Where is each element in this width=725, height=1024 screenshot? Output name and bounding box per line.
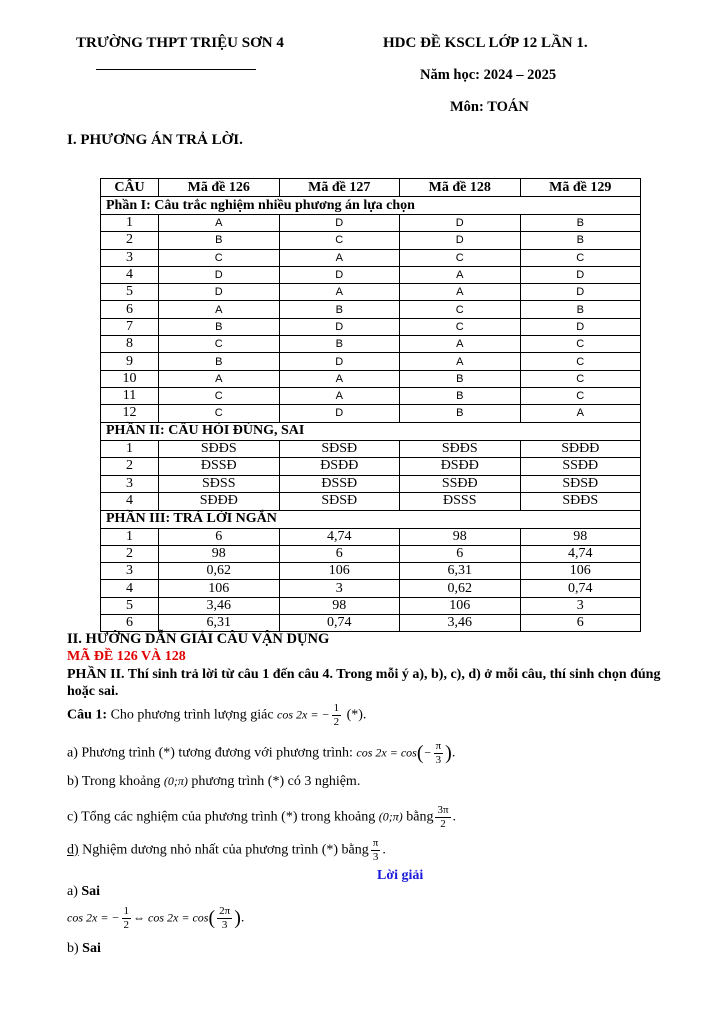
answer-cell: D (159, 284, 280, 301)
answer-cell: A (400, 284, 521, 301)
table-row (101, 597, 641, 614)
fraction: $\frac{\pi}{3}$ (435, 740, 442, 766)
header-ma-de-128: Mã đề 128 (400, 179, 521, 197)
table-row (101, 458, 641, 476)
answer-cell: D (279, 266, 400, 283)
answer-cell: 6 (520, 615, 641, 632)
interval: (0;π) (163, 774, 188, 788)
answer-cell: 106 (279, 563, 400, 580)
question-number-cell: 4 (101, 493, 159, 511)
answer-cell: B (400, 387, 521, 404)
document-title: HDC ĐỀ KSCL LỚP 12 LẦN 1. (383, 35, 588, 51)
answer-cell: A (400, 266, 521, 283)
section-2-heading: II. HƯỚNG DẪN GIẢI CÂU VẬN DỤNG (67, 631, 330, 647)
answer-cell: C (400, 318, 521, 335)
question-number-cell: 1 (101, 440, 159, 458)
answer-cell: A (520, 405, 641, 422)
table-row (101, 440, 641, 458)
verdict: Sai (82, 941, 101, 956)
answer-cell: 4,74 (279, 528, 400, 545)
equation-end: . (240, 910, 245, 926)
fraction: $\frac{2\pi}{3}$ (219, 905, 231, 931)
question-number-cell: 5 (101, 284, 159, 301)
answer-cell: SĐĐS (400, 440, 521, 458)
answer-cell: SĐĐĐ (520, 440, 641, 458)
school-name: TRƯỜNG THPT TRIỆU SƠN 4 (76, 35, 284, 51)
answer-cell: C (520, 387, 641, 404)
question-number-cell: 3 (101, 475, 159, 493)
table-row (101, 266, 641, 283)
question-number-cell: 2 (101, 232, 159, 249)
item-b-text-1: b) Trong khoảng (67, 774, 161, 789)
exam-code-label: MÃ ĐỀ 126 VÀ 128 (67, 649, 186, 664)
table-row (101, 284, 641, 301)
answer-cell: A (159, 370, 280, 387)
answer-cell: B (159, 353, 280, 370)
answer-cell: SSĐĐ (400, 475, 521, 493)
answer-cell: B (400, 405, 521, 422)
answer-cell: D (279, 353, 400, 370)
answer-cell: 0,62 (159, 563, 280, 580)
answer-cell: 0,62 (400, 580, 521, 597)
answer-cell: SĐSĐ (520, 475, 641, 493)
answer-cell: A (159, 301, 280, 318)
table-row (101, 580, 641, 597)
header-ma-de-126: Mã đề 126 (159, 179, 280, 197)
interval: (0;π) (378, 809, 403, 824)
answer-cell: D (400, 215, 521, 232)
answer-cell: C (520, 370, 641, 387)
item-d-label: d) (67, 842, 79, 858)
question-text: Cho phương trình lượng giác (110, 707, 274, 723)
header-cau: CÂU (101, 179, 159, 197)
answer-cell: 98 (279, 597, 400, 614)
item-a-math: cos 2x = cos (356, 745, 417, 760)
fraction: $\frac{1}{2}$ (123, 905, 130, 931)
part3-title: PHẦN III: TRẢ LỜI NGẮN (101, 510, 641, 528)
answer-cell: ĐSSS (400, 493, 521, 511)
equation-lhs: cos 2x = − (277, 707, 330, 722)
answer-cell: B (520, 301, 641, 318)
item-c (67, 804, 456, 831)
answer-cell: D (279, 215, 400, 232)
solution-a-verdict (67, 884, 100, 900)
solution-b-verdict (67, 941, 101, 957)
answer-cell: 3,46 (159, 597, 280, 614)
equation-part: ⇔ cos 2x = cos (133, 910, 209, 925)
answer-cell: D (279, 405, 400, 422)
table-row (101, 301, 641, 318)
answer-cell: SSĐĐ (520, 458, 641, 476)
table-row (101, 353, 641, 370)
item-b-text-2: phương trình (*) có 3 nghiệm. (191, 774, 361, 789)
part1-title: Phần I: Câu trắc nghiệm nhiều phương án lựa chọn (101, 197, 641, 215)
item-c-text-2: bằng (406, 809, 434, 825)
answer-cell: 3 (279, 580, 400, 597)
answer-cell: C (159, 387, 280, 404)
item-c-end: . (452, 809, 457, 825)
answer-cell: 98 (520, 528, 641, 545)
item-d-end: . (382, 842, 386, 858)
question-number-cell: 1 (101, 528, 159, 545)
solution-b-label: b) (67, 941, 79, 956)
question-1 (67, 702, 366, 729)
answer-cell: B (400, 370, 521, 387)
table-row (101, 493, 641, 511)
item-d-text: Nghiệm dương nhỏ nhất của phương trình (*) bằng (82, 842, 369, 858)
answer-cell: ĐSSĐ (279, 475, 400, 493)
table-row (101, 232, 641, 249)
answer-cell: C (520, 336, 641, 353)
table-row (101, 545, 641, 562)
answer-cell: D (520, 266, 641, 283)
question-number-cell: 6 (101, 615, 159, 632)
question-number-cell: 4 (101, 266, 159, 283)
table-row (101, 563, 641, 580)
table-row (101, 249, 641, 266)
item-a-text: a) Phương trình (*) tương đương với phương trình: (67, 745, 353, 761)
answer-cell: 106 (400, 597, 521, 614)
table-row (101, 370, 641, 387)
question-number-cell: 6 (101, 301, 159, 318)
question-number-cell: 9 (101, 353, 159, 370)
answer-cell: C (400, 249, 521, 266)
part2-instructions: PHẦN II. Thí sinh trả lời từ câu 1 đến câu 4. Trong mỗi ý a), b), c), d) ở mỗi câu, thí sinh chọn đúng hoặc sai. (67, 667, 661, 699)
fraction: $\frac{1}{2}$ (333, 702, 340, 728)
question-number-cell: 12 (101, 405, 159, 422)
answer-cell: SĐSĐ (279, 440, 400, 458)
answer-cell: SĐSĐ (279, 493, 400, 511)
fraction: $\frac{\pi}{3}$ (372, 837, 379, 863)
answer-cell: 98 (400, 528, 521, 545)
answer-cell: C (159, 336, 280, 353)
fraction: $\frac{3\pi}{2}$ (437, 804, 449, 830)
question-number-cell: 5 (101, 597, 159, 614)
equation-tag: (*). (346, 707, 367, 723)
question-number-cell: 2 (101, 545, 159, 562)
item-b (67, 774, 360, 790)
header-divider (96, 69, 256, 70)
item-d (67, 837, 386, 864)
answer-cell: 3 (520, 597, 641, 614)
item-a: a) Phương trình (*) tương đương với phương trình: cos 2x = cos(− $\frac{\pi}{3}$ ). (67, 740, 456, 766)
answer-cell: 6 (159, 528, 280, 545)
header-ma-de-129: Mã đề 129 (520, 179, 641, 197)
answer-cell: ĐSĐĐ (279, 458, 400, 476)
question-label: Câu 1: (67, 707, 108, 723)
solution-a-label: a) (67, 884, 78, 899)
verdict: Sai (81, 884, 101, 899)
answer-cell: A (279, 284, 400, 301)
item-c-text-1: c) Tổng các nghiệm của phương trình (*) trong khoảng (67, 809, 376, 825)
table-row (101, 528, 641, 545)
answer-cell: A (279, 249, 400, 266)
table-row (101, 215, 641, 232)
answer-cell: A (279, 370, 400, 387)
answer-cell: 106 (520, 563, 641, 580)
answer-cell: 6,31 (159, 615, 280, 632)
equation-part: cos 2x = − (67, 910, 120, 925)
answer-cell: C (520, 249, 641, 266)
answer-cell: ĐSSĐ (159, 458, 280, 476)
answer-cell: C (279, 232, 400, 249)
question-number-cell: 3 (101, 563, 159, 580)
answer-cell: C (520, 353, 641, 370)
answer-cell: C (159, 249, 280, 266)
answer-cell: B (159, 232, 280, 249)
question-number-cell: 7 (101, 318, 159, 335)
question-number-cell: 10 (101, 370, 159, 387)
section-1-heading: I. PHƯƠNG ÁN TRẢ LỜI. (67, 132, 243, 148)
table-row (101, 615, 641, 632)
question-number-cell: 11 (101, 387, 159, 404)
answer-cell: D (400, 232, 521, 249)
answer-cell: SĐĐS (520, 493, 641, 511)
answer-cell: D (520, 318, 641, 335)
answer-cell: SĐĐĐ (159, 493, 280, 511)
answer-cell: B (520, 232, 641, 249)
answer-cell: B (520, 215, 641, 232)
answer-table (100, 178, 641, 632)
subject: Môn: TOÁN (450, 99, 529, 115)
answer-cell: A (279, 387, 400, 404)
answer-cell: 106 (159, 580, 280, 597)
answer-cell: 4,74 (520, 545, 641, 562)
question-number-cell: 3 (101, 249, 159, 266)
answer-cell: SĐSS (159, 475, 280, 493)
answer-cell: 98 (159, 545, 280, 562)
answer-cell: D (520, 284, 641, 301)
answer-cell: B (279, 301, 400, 318)
answer-cell: ĐSĐĐ (400, 458, 521, 476)
answer-cell: A (400, 336, 521, 353)
table-row (101, 387, 641, 404)
question-number-cell: 2 (101, 458, 159, 476)
answer-cell: 0,74 (520, 580, 641, 597)
table-row (101, 336, 641, 353)
answer-cell: 6,31 (400, 563, 521, 580)
item-a-end: . (451, 745, 456, 761)
answer-cell: SĐĐS (159, 440, 280, 458)
answer-cell: 6 (279, 545, 400, 562)
table-row (101, 318, 641, 335)
answer-cell: C (400, 301, 521, 318)
answer-cell: 3,46 (400, 615, 521, 632)
table-header-row (101, 179, 641, 197)
table-row (101, 405, 641, 422)
answer-cell: 6 (400, 545, 521, 562)
question-number-cell: 8 (101, 336, 159, 353)
answer-cell: B (279, 336, 400, 353)
header-ma-de-127: Mã đề 127 (279, 179, 400, 197)
minus-sign: − (423, 745, 432, 760)
question-number-cell: 4 (101, 580, 159, 597)
answer-cell: B (159, 318, 280, 335)
part2-title: PHẦN II: CÂU HỎI ĐÚNG, SAI (101, 422, 641, 440)
answer-cell: A (159, 215, 280, 232)
solution-a-equation: cos 2x = − $\frac{1}{2}$ ⇔ cos 2x = cos( $\frac{2\pi}{3}$ ). (67, 905, 245, 931)
answer-cell: A (400, 353, 521, 370)
school-year: Năm học: 2024 – 2025 (420, 67, 557, 83)
answer-cell: D (279, 318, 400, 335)
answer-cell: 0,74 (279, 615, 400, 632)
table-row (101, 475, 641, 493)
answer-cell: C (159, 405, 280, 422)
answer-cell: D (159, 266, 280, 283)
question-number-cell: 1 (101, 215, 159, 232)
solution-heading: Lời giải (377, 868, 424, 883)
